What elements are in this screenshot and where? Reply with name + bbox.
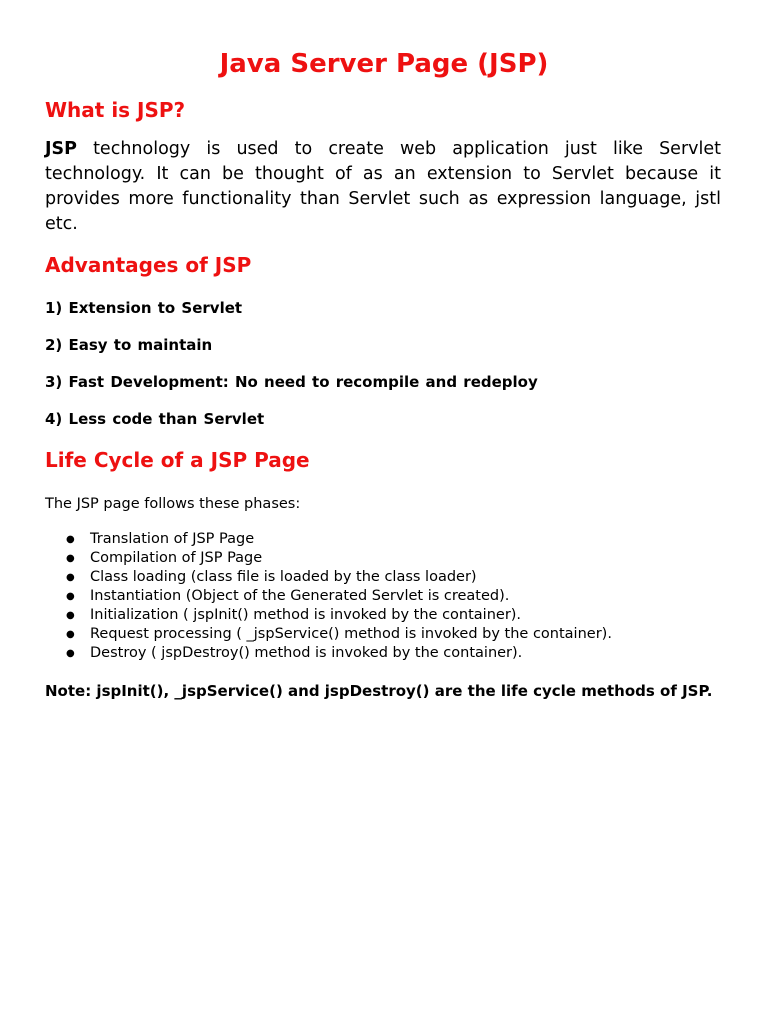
phase-list: [45, 530, 725, 663]
intro-paragraph: [45, 137, 721, 237]
page-title: Java Server Page (JSP): [219, 49, 549, 79]
life-cycle-note: Note: jspInit(), _jspService() and jspDestroy() are the life cycle methods of JSP.: [45, 682, 713, 700]
list-item: [45, 625, 725, 644]
bullet-dot-icon: ●: [66, 629, 75, 640]
heading-what-is-jsp: What is JSP?: [45, 98, 186, 122]
list-item: [45, 549, 725, 568]
intro-lead-bold: JSP: [45, 139, 77, 159]
intro-body-text: technology is used to create web application just like Servlet technology. It can be thought of as an extension to Servlet because it provides more functionality than Servlet such as expression language, jstl etc.: [45, 139, 721, 234]
list-item: [45, 587, 725, 606]
phase-text: Class loading (class file is loaded by the class loader): [90, 569, 477, 585]
heading-life-cycle: Life Cycle of a JSP Page: [45, 448, 310, 472]
bullet-dot-icon: ●: [66, 591, 75, 602]
phases-intro-text: The JSP page follows these phases:: [45, 496, 301, 512]
bullet-dot-icon: ●: [66, 534, 75, 545]
list-item: [45, 568, 725, 587]
phase-text: Translation of JSP Page: [90, 531, 255, 547]
list-item: [45, 606, 725, 625]
phase-text: Compilation of JSP Page: [90, 550, 263, 566]
list-item: [45, 644, 725, 663]
advantage-item: 2) Easy to maintain: [45, 336, 213, 354]
list-item: [45, 530, 725, 549]
advantage-item: 3) Fast Development: No need to recompile and redeploy: [45, 373, 538, 391]
phase-text: Request processing ( _jspService() method is invoked by the container).: [90, 626, 612, 642]
phase-text: Initialization ( jspInit() method is invoked by the container).: [90, 607, 522, 623]
advantage-item: 1) Extension to Servlet: [45, 299, 243, 317]
phase-text: Instantiation (Object of the Generated Servlet is created).: [90, 588, 510, 604]
phase-text: Destroy ( jspDestroy() method is invoked by the container).: [90, 645, 523, 661]
bullet-dot-icon: ●: [66, 553, 75, 564]
bullet-dot-icon: ●: [66, 610, 75, 621]
bullet-dot-icon: ●: [66, 648, 75, 659]
heading-advantages: Advantages of JSP: [45, 253, 252, 277]
bullet-dot-icon: ●: [66, 572, 75, 583]
advantage-item: 4) Less code than Servlet: [45, 410, 265, 428]
